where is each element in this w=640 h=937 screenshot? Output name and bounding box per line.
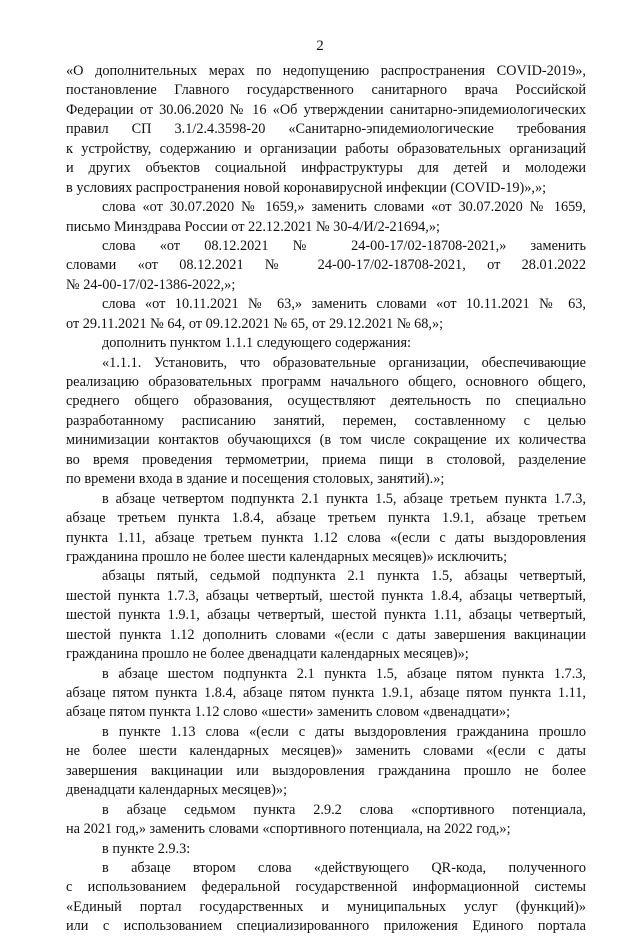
text-line: в условиях распространения новой коронавирусной инфекции (COVID-19)»,»; <box>66 179 547 196</box>
text-line: с использованием федеральной государственной информационной системы <box>66 879 586 896</box>
page-number: 2 <box>316 38 324 54</box>
text-line: абзаце пятом пункта 1.8.4, абзаце пятом пункта 1.9.1, абзаце пятом пункта 1.11, <box>66 685 586 701</box>
document-body <box>66 62 586 937</box>
text-line: письмо Минздрава России от 22.12.2021 № 30-4/И/2-21694,»; <box>66 218 440 235</box>
text-line: двенадцати календарных месяцев)»; <box>66 782 288 799</box>
text-line: слова «от 30.07.2020 № 1659,» заменить словами «от 30.07.2020 № 1659, <box>102 199 586 216</box>
text-line: словами «от 08.12.2021 № 24-00-17/02-18708-2021, от 28.01.2022 <box>66 257 586 274</box>
text-line: в абзаце четвертом подпункта 2.1 пункта 1.5, абзаце третьем пункта 1.7.3, <box>102 490 586 507</box>
text-line: шестой пункта 1.12 дополнить словами «(если с даты завершения вакцинации <box>66 626 586 643</box>
text-line: абзацы пятый, седьмой подпункта 2.1 пункта 1.5, абзацы четвертый, <box>102 568 586 585</box>
text-line: минимизации контактов обучающихся (в том числе сокращение их количества <box>66 432 586 449</box>
text-line: шестой пункта 1.9.1, абзацы четвертый, шестой пункта 1.11, абзацы четвертый, <box>66 607 586 624</box>
text-line: в абзаце втором слова «действующего QR-кода, полученного <box>102 859 586 876</box>
text-line: не более шести календарных месяцев)» заменить словами «(если с даты <box>66 743 586 760</box>
text-line: постановление Главного государственного санитарного врача Российской <box>66 82 586 99</box>
text-line: среднего общего образования, осуществляют деятельность по специально <box>66 393 586 410</box>
text-line: разработанному расписанию занятий, перемен, составленному с целью <box>66 412 586 429</box>
text-line: в пункте 1.13 слова «(если с даты выздоровления гражданина прошло <box>102 723 586 740</box>
text-line: дополнить пунктом 1.1.1 следующего содержания: <box>102 335 411 352</box>
text-line: слова «от 08.12.2021 № 24-00-17/02-18708-2021,» заменить <box>102 237 586 254</box>
text-line: в абзаце шестом подпункта 2.1 пункта 1.5, абзаце пятом пункта 1.7.3, <box>102 665 586 682</box>
text-line: абзаце пятом пункта 1.12 слово «шести» заменить словом «двенадцати»; <box>66 704 511 721</box>
text-line: слова «от 10.11.2021 № 63,» заменить словами «от 10.11.2021 № 63, <box>102 296 586 313</box>
text-line: по времени входа в здание и посещения столовых, занятий).»; <box>66 471 445 488</box>
text-line: правил СП 3.1/2.4.3598-20 «Санитарно-эпидемиологические требования <box>66 121 586 138</box>
text-line: гражданина прошло не более шести календарных месяцев)» исключить; <box>66 548 508 565</box>
text-line: в абзаце седьмом пункта 2.9.2 слова «спортивного потенциала, <box>102 801 586 818</box>
text-line: к устройству, содержанию и организации работы образовательных организаций <box>66 140 586 157</box>
text-line: № 24-00-17/02-1386-2022,»; <box>66 276 236 293</box>
text-line: гражданина прошло не более двенадцати календарных месяцев)»; <box>66 646 469 663</box>
text-line: во время проведения термометрии, приема пищи в столовой, разделение <box>66 451 586 468</box>
text-line: абзаце третьем пункта 1.8.4, абзаце третьем пункта 1.9.1, абзаце третьем <box>66 510 586 527</box>
text-line: завершения вакцинации или выздоровления гражданина прошло не более <box>66 762 586 779</box>
text-line: от 29.11.2021 № 64, от 09.12.2021 № 65, от 29.12.2021 № 68,»; <box>66 315 444 332</box>
text-line: пункта 1.11, абзаце третьем пункта 1.12 слова «(если с даты выздоровления <box>66 529 586 546</box>
text-line: в пункте 2.9.3: <box>102 840 191 857</box>
text-line: на 2021 год,» заменить словами «спортивного потенциала, на 2022 год,»; <box>66 821 511 838</box>
text-line: и других объектов социальной инфраструктуры для детей и молодежи <box>66 160 586 177</box>
text-line: «1.1.1. Установить, что образовательные организации, обеспечивающие <box>102 354 586 371</box>
text-line: шестой пункта 1.7.3, абзацы четвертый, шестой пункта 1.8.4, абзацы четвертый, <box>66 587 586 604</box>
text-line: или с использованием специализированного приложения Единого портала <box>66 918 586 935</box>
text-line: «О дополнительных мерах по недопущению распространения COVID-2019», <box>66 63 586 79</box>
text-line: реализацию образовательных программ начального общего, основного общего, <box>66 374 586 390</box>
text-line: Федерации от 30.06.2020 № 16 «Об утверждении санитарно-эпидемиологических <box>66 101 586 118</box>
text-line: «Единый портал государственных и муниципальных услуг (функций)» <box>66 898 586 915</box>
